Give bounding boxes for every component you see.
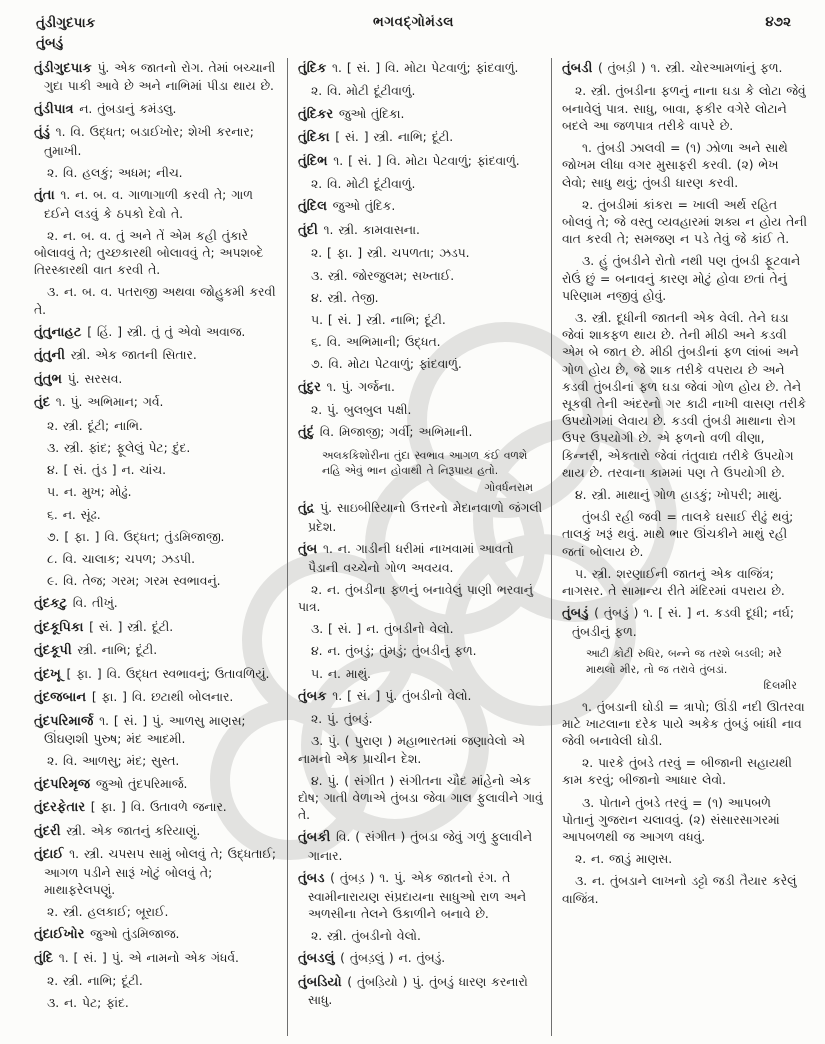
dictionary-entry: તુંતુભ પું. સરસવ. (34, 371, 123, 387)
headword: તુંદપરિમાર્જ (34, 713, 100, 729)
dictionary-entry: તુંબક ૧. [ સં. ] પું. તુંબડીનો વેલો. (298, 688, 472, 704)
entry-sub: ૨. વિ. મોટી દૂંટીવાળું. (311, 177, 416, 192)
entry-sub: ૩. સ્ત્રી. ફાંદ; ફૂલેલું પેટ; દુંદ. (47, 440, 191, 455)
entry-sub: ૪. [ સં. તુંડ ] ન. ચાંચ. (47, 463, 167, 478)
dictionary-entry: તુંદકટુ વિ. તીખું. (34, 596, 118, 612)
entry-sub: ૨. સ્ત્રી. દૂંટી; નાભિ. (47, 418, 143, 433)
dictionary-entry: તુંદખૂ [ ફા. ] વિ. ઉદ્ધત સ્વભાવનું; ઉતાવળિયું. (34, 666, 270, 682)
entry-sub: ૨. વિ. આળસુ; મંદ; સુસ્ત. (47, 754, 180, 769)
dictionary-entry: તુંબડું ( તુંબડ઼ું ) ૧. [ સં. ] ન. કડવી દૂધી; નર્ઘ; તુંબડીનું ફળ. (562, 606, 794, 639)
entry-sub: ૪. સ્ત્રી. તેજી. (311, 290, 379, 305)
dictionary-entry: તુંદુર ૧. પું. ગર્જના. (298, 379, 395, 395)
headword: તુંદ્ર (298, 501, 321, 517)
dictionary-entry: તુંદિકા [ સં. ] સ્ત્રી. નાભિ; દૂંટી. (298, 130, 454, 146)
entry-sub: ૩. ન. પેટ; ફાંદ. (47, 996, 129, 1011)
column-1 (30, 58, 287, 1036)
column-2 (287, 58, 551, 1036)
dictionary-entry: તુંબડ ( તુંબડ઼ ) ૧. પું. એક જાતનો રંગ. તે સ્વામીનારાયણ સંપ્રદાયના સાધુઓ રાળ અને અળસીના તેલને ઉકાળીને બનાવે છે. (298, 871, 527, 921)
entry-sub: ૩. ન. બ. વ. પતરાજી અથવા જોહુકમી કરવી તે. (34, 285, 276, 317)
entry-sub: ૭. [ ફા. ] વિ. ઉદ્ધત; તુંડમિજાજી. (47, 529, 225, 544)
entry-sub: ૨. ન. જાડું માણસ. (575, 852, 673, 867)
entry-sub: ૪. પું. ( સંગીત ) સંગીતના ચૌદ માંહેનો એક દોષ; ગાતી વેળાએ તુંબડા જેવા ગાલ ફુલાવીને ગાવું તે. (298, 773, 543, 823)
headword: તુંદિભ (298, 153, 334, 169)
headword: તુંદિકા (298, 130, 336, 146)
dictionary-entry: તુંદું વિ. મિજાજી; ગર્વી; અભિમાની. (298, 425, 473, 441)
headword: તુંબડલું (298, 951, 341, 967)
page-header (30, 10, 797, 56)
headword: તુંડીપાત્ર (34, 101, 80, 117)
column-3 (551, 58, 815, 1036)
entry-sub: ૨. પું. તુંબડું. (311, 712, 373, 727)
headword: તુંબકી (298, 830, 337, 846)
headword: તુંદજબાન (34, 690, 92, 706)
entry-sub: ૩. ન. તુંબડાને લાખનો ડટ્ટો જડી તૈયાર કરેલું વાજિંત્ર. (562, 874, 797, 906)
entry-idiom: તુંબડી રહી જવી = તાલકે ઘસાઈ રીઢું થવું; તાલકું ખરૂં થવું. માથે ભાર ઊંચકીને માથું રહી જતાં બોલાય છે. (562, 510, 794, 559)
entry-sub: ૪. ન. તુંબડું; તુંમડું; તુંબડીનું ફળ. (311, 644, 477, 659)
headword: તુંબડું (562, 606, 595, 622)
headword: તુંદું (298, 425, 320, 441)
entry-attr: ગોવર્ધનરામ (484, 480, 533, 494)
dictionary-entry: તુંદજબાન [ ફા. ] વિ. છટાથી બોલનાર. (34, 690, 234, 706)
headword: તુંડીગુદપાક (34, 61, 98, 76)
dictionary-entry: તુંદકૂપી સ્ત્રી. નાભિ; દૂંટી. (34, 643, 158, 659)
dictionary-entry: તુંડીપાત્ર ન. તુંબડાનું કમંડલુ. (34, 101, 177, 117)
entry-sub: ૪. સ્ત્રી. માથાનું ગોળ હાડકું; ખોપરી; માથું. (575, 487, 783, 502)
entry-sub: ૨. પું. બુલબુલ પક્ષી. (311, 403, 412, 418)
headword: તુંદી (298, 222, 324, 238)
dictionary-entry: તુંબ ૧. ન. ગાડીની ધરીમાં નાખવામાં આવતો પૈડાની વચ્ચેનો ગોળ અવયવ. (298, 542, 514, 575)
dictionary-entry: તુંતુની સ્ત્રી. એક જાતની સિતાર. (34, 348, 197, 364)
entry-sub: ૯. વિ. તેજ; ગરમ; ગરમ સ્વભાવનું. (47, 574, 221, 589)
entry-sub: ૨. [ ફા. ] સ્ત્રી. ચપળતા; ઝડપ. (311, 246, 470, 261)
dictionary-entry: તુંબડલું ( તુંબડ઼લું ) ન. તુંબડું. (298, 951, 446, 967)
entry-sub: ૫. [ સં. ] સ્ત્રી. નાભિ; દૂંટી. (311, 312, 446, 327)
dictionary-entry: તુંદિલ જુઓ તુંદિક. (298, 199, 396, 215)
book-title: ભગવદ્ગોમંડલ (373, 14, 454, 30)
entry-sub: ૭. વિ. મોટા પેટવાળું; ફાંદવાળું. (311, 357, 462, 372)
headword: તુંદખૂ (34, 666, 67, 682)
entry-sub: ૫. ન. મુખ; મોઢું. (47, 485, 132, 500)
entry-idiom: ૨. પારકે તુંબડે તરવું = બીજાની સહાયથી કામ કરવું; બીજાનો આધાર લેવો. (562, 756, 792, 788)
headword: તુંદુર (298, 379, 327, 395)
dictionary-entry: તુંદપરિમૃજ જુઓ તુંદપરિમાર્જ. (34, 776, 188, 792)
headword: તુંતુની (34, 348, 71, 364)
dictionary-entry: તુંદરફેતાર [ ફા. ] વિ. ઉતાવળે જનાર. (34, 800, 227, 816)
headword: તુંદકટુ (34, 596, 73, 612)
headword: તુંદકૂપી (34, 643, 78, 659)
headword: તુંદિલ (298, 199, 333, 215)
entry-sub: ૩. પું. ( પુરાણ ) મહાભારતમાં જણાવેલો એ નામનો એક પ્રાચીન દેશ. (298, 734, 525, 766)
dictionary-entry: તુંદાઈ ૧. સ્ત્રી. ચપસપ સામું બોલવું તે; ઉદ્ધતાઈ; આગળ પડીને સારૂં ખોટું બોલવું તે; માથાફરેલપણું. (34, 847, 277, 897)
dictionary-entry: તુંડીગુદપાક પું. એક જાતનો રોગ. તેમાં બચ્ચાની ગુદા પાકી આવે છે અને નાભિમાં પીડા થાય છે. (34, 61, 276, 94)
headword: તુંબડ (298, 871, 331, 887)
entry-sub: ૫. ન. માથું. (311, 666, 371, 681)
dictionary-entry: તુંદિકર જુઓ તુંદિકા. (298, 106, 405, 122)
entry-idiom: ૧. તુંબડી ઝાલવી = (૧) ઝોળા અને સાથે જોખમ લીધા વગર મુસાફરી કરવી. (૨) ભેખ લેવો; સાધુ થવું; તુંબડી ધારણ કરવી. (562, 141, 788, 190)
headword: તુંદપરિમૃજ (34, 776, 96, 792)
dictionary-entry: તુંદી ૧. સ્ત્રી. કામવાસના. (298, 222, 420, 238)
entry-sub: ૬. ન. સૂંઢ. (47, 507, 101, 522)
page-number: ૪૭૨ (765, 14, 791, 30)
dictionary-entry: તુંબકી વિ. ( સંગીત ) તુંબડા જેવું ગળું ફુલાવીને ગાનાર. (298, 830, 533, 863)
entry-sub: ૨. સ્ત્રી. હલકાઈ; બૂરાઈ. (47, 904, 169, 919)
headword: તુંબડિયો (298, 974, 348, 990)
dictionary-entry: તુંદ ૧. પું. અભિમાન; ગર્વ. (34, 395, 164, 411)
entry-sub: ૨. ન. તુંબડીના ફળનું બનાવેલું પાણી ભરવાનું પાત્ર. (298, 582, 533, 614)
entry-idiom: ૨. તુંબડીમાં કાંકરા = ખાલી અર્થ રહિત બોલવું તે; જે વસ્તુ વ્યવહારમાં શક્ય ન હોય તેની વાત કરવી તે; સમજણ ન પડે તેવું જે કાંઈ તે. (562, 197, 807, 247)
dictionary-entry: તુંબડિયો ( તુંબડ઼િયો ) પું. તુંબડું ધારણ કરનારો સાધુ. (298, 974, 528, 1008)
entry-sub: ૩. [ સં. ] ન. તુંબડીનો વેલો. (311, 622, 454, 637)
entry-idiom: ૩. હું તુંબડીને રોતો નથી પણ તુંબડી ફૂટવાને રોઉં છું = બનાવનું કારણ મોટું હોવા છતાં તેનું પરિણામ નજીવું હોવું. (562, 254, 801, 303)
entry-sub: ૨. વિ. હલકું; અધમ; નીચ. (47, 165, 183, 180)
entry-attr: દિલમીર (763, 679, 797, 693)
entry-sub: ૫. સ્ત્રી. શરણાઈની જાતનું એક વાજિંત્ર; નાગસર. તે સામાન્ય રીતે મંદિરમાં વપરાય છે. (562, 566, 785, 598)
dictionary-entry: તુંદકૂપિકા [ સં. ] સ્ત્રી. દૂંટી. (34, 619, 174, 635)
headword: તુંબ (298, 542, 323, 558)
entry-sub: ૨. સ્ત્રી. નાભિ; દૂંટી. (47, 974, 143, 989)
headword: તુંતુભ (34, 371, 68, 387)
headword: તુંદ (34, 395, 56, 411)
dictionary-entry: તુંદ્ર પું. સાઇબીરિયાનો ઉત્તરનો મેદાનવાળો જંગલી પ્રદેશ. (298, 501, 543, 534)
dictionary-entry: તુંદિ ૧. [ સં. ] પું. એ નામનો એક ગંધર્વ. (34, 950, 239, 966)
entry-quote: અલકકિશોરીના તુંદા સ્વભાવ આગળ કંઈ વળશે નહિ એવું ભાન હોવાથી તે નિરૂપાય હતો. (322, 448, 528, 478)
entry-sub: ૩. સ્ત્રી. જોરજુલમ; સખ્તાઈ. (311, 268, 455, 283)
headword: તુંદિકર (298, 106, 339, 122)
headword: તુંદિ (34, 950, 59, 966)
headword: તુંદિક (298, 61, 332, 76)
entry-sub: ૨. વિ. મોટી દૂંટીવાળું. (311, 84, 416, 99)
entry-quote: આટી કોટી રુધિર, બન્ને જ તરશે બડલી; મરે માથલો મીર, તો જ તરાવે તુંબડાં. (586, 646, 782, 676)
dictionary-entry: તુંદપરિમાર્જ ૧. [ સં. ] પું. આળસુ માણસ; ઊંઘણશી પુરુષ; મંદ આદમી. (34, 713, 246, 747)
headword: તુંદાઈ (34, 847, 70, 863)
dictionary-entry: તુંતા ૧. ન. બ. વ. ગાળાગાળી કરવી તે; ગાળ દઈને લડવું કે ઠપકો દેવો તે. (34, 188, 253, 221)
entry-sub: ૨. સ્ત્રી. તુંબડીના ફળનું નાના ઘડા કે લોટા જેવું બનાવેલું પાત્ર. સાધુ, બાવા, ફકીર વગેરે લોટાને બદલે આ જળપાત્ર તરીકે વાપરે છે. (562, 84, 806, 133)
guide-word-bottom: તુંબડું (36, 35, 64, 52)
headword: તુંદરફેતાર (34, 800, 91, 816)
dictionary-entry: તુંદિક ૧. [ સં. ] વિ. મોટા પેટવાળું; ફાંદવાળું. (298, 61, 519, 76)
entry-sub: ૬. વિ. અભિમાની; ઉદ્ધત. (311, 335, 441, 350)
headword: તુંડું (34, 125, 56, 141)
headword: તુંદરી (34, 823, 67, 839)
dictionary-entry: તુંદિભ ૧. [ સં. ] વિ. મોટા પેટવાળું; ફાંદવાળું. (298, 153, 520, 169)
dictionary-entry: તુંતુનાહટ [ હિં. ] સ્ત્રી. તું તું એવો અવાજ. (34, 324, 246, 340)
entry-sub: ૨. ન. બ. વ. તું અને તેં એમ કહી તુંકારે બોલાવવું તે; તુચ્છકારથી બોલાવવું તે; અપશબ્દે તિરસ્કારથી વાત કરવી તે. (34, 228, 264, 278)
entry-idiom: ૩. પોતાને તુંબડે તરવું = (૧) આપબળે પોતાનું ગુજરાન ચલાવવું. (૨) સંસારસાગરમાં આપબળથી જ આગળ વધવું. (562, 795, 780, 844)
dictionary-entry: તુંદાઈખોર જુઓ તુંડમિજાજ. (34, 927, 180, 943)
entry-idiom: ૧. તુંબડાની ઘોડી = ત્રાપો; ઊંડી નદી ઊતરવા માટે ખાટલાના દરેક પાયે અકેક તુંબડું બાંધી નાવ જેવી બનાવેલી ઘોડી. (562, 699, 805, 748)
entry-sub: ૨. સ્ત્રી. તુંબડીનો વેલો. (311, 929, 421, 944)
headword: તુંતુનાહટ (34, 324, 88, 340)
dictionary-entry: તુંડું ૧. વિ. ઉદ્ધત; બડાઈખોર; શેખી કરનાર; તુમાખી. (34, 125, 254, 158)
headword: તુંતા (34, 188, 61, 204)
headword: તુંદકૂપિકા (34, 619, 90, 635)
columns (30, 58, 815, 1036)
guide-word-top: તુંડીગુદપાક (36, 15, 96, 31)
dictionary-entry: તુંદરી સ્ત્રી. એક જાતનું કરિયાણું. (34, 823, 201, 839)
entry-sub: ૮. વિ. ચાલાક; ચપળ; ઝડપી. (47, 551, 196, 566)
headword: તુંબડી (562, 61, 598, 76)
entry-sub: ૩. સ્ત્રી. દૂધીની જાતની એક વેલી. તેને ઘડા જેવાં શાકફળ થાય છે. તેની મીઠી અને કડવી એમ બે જાત છે. મીઠી તુંબડીનાં ફળ લાંબાં અને ગોળ હોય છે, જે શાક તરીકે વપરાય છે અને કડવી તુંબડીનાં ફળ ઘડા જેવાં ગોળ હોય છે. તેને સૂકવી તેની અંદરનો ગર કાઢી નાખી વાસણ તરીકે ઉપયોગમાં લેવાય છે. કડવી તુંબડી માથાના રોગ ઉપર ઉપયોગી છે. એ ફળનો વળી વીણા, કિન્નરી, એકતારો જેવાં તંતુવાદ્ય તરીકે ઉપયોગ થાય છે. તરવાના કામમાં પણ તે ઉપયોગી છે. (562, 310, 806, 480)
headword: તુંબક (298, 688, 333, 704)
dictionary-entry: તુંબડી ( તુંબડ઼ી ) ૧. સ્ત્રી. ચોરઆમળાંનું ફળ. (562, 61, 783, 76)
headword: તુંદાઈખોર (34, 927, 91, 943)
